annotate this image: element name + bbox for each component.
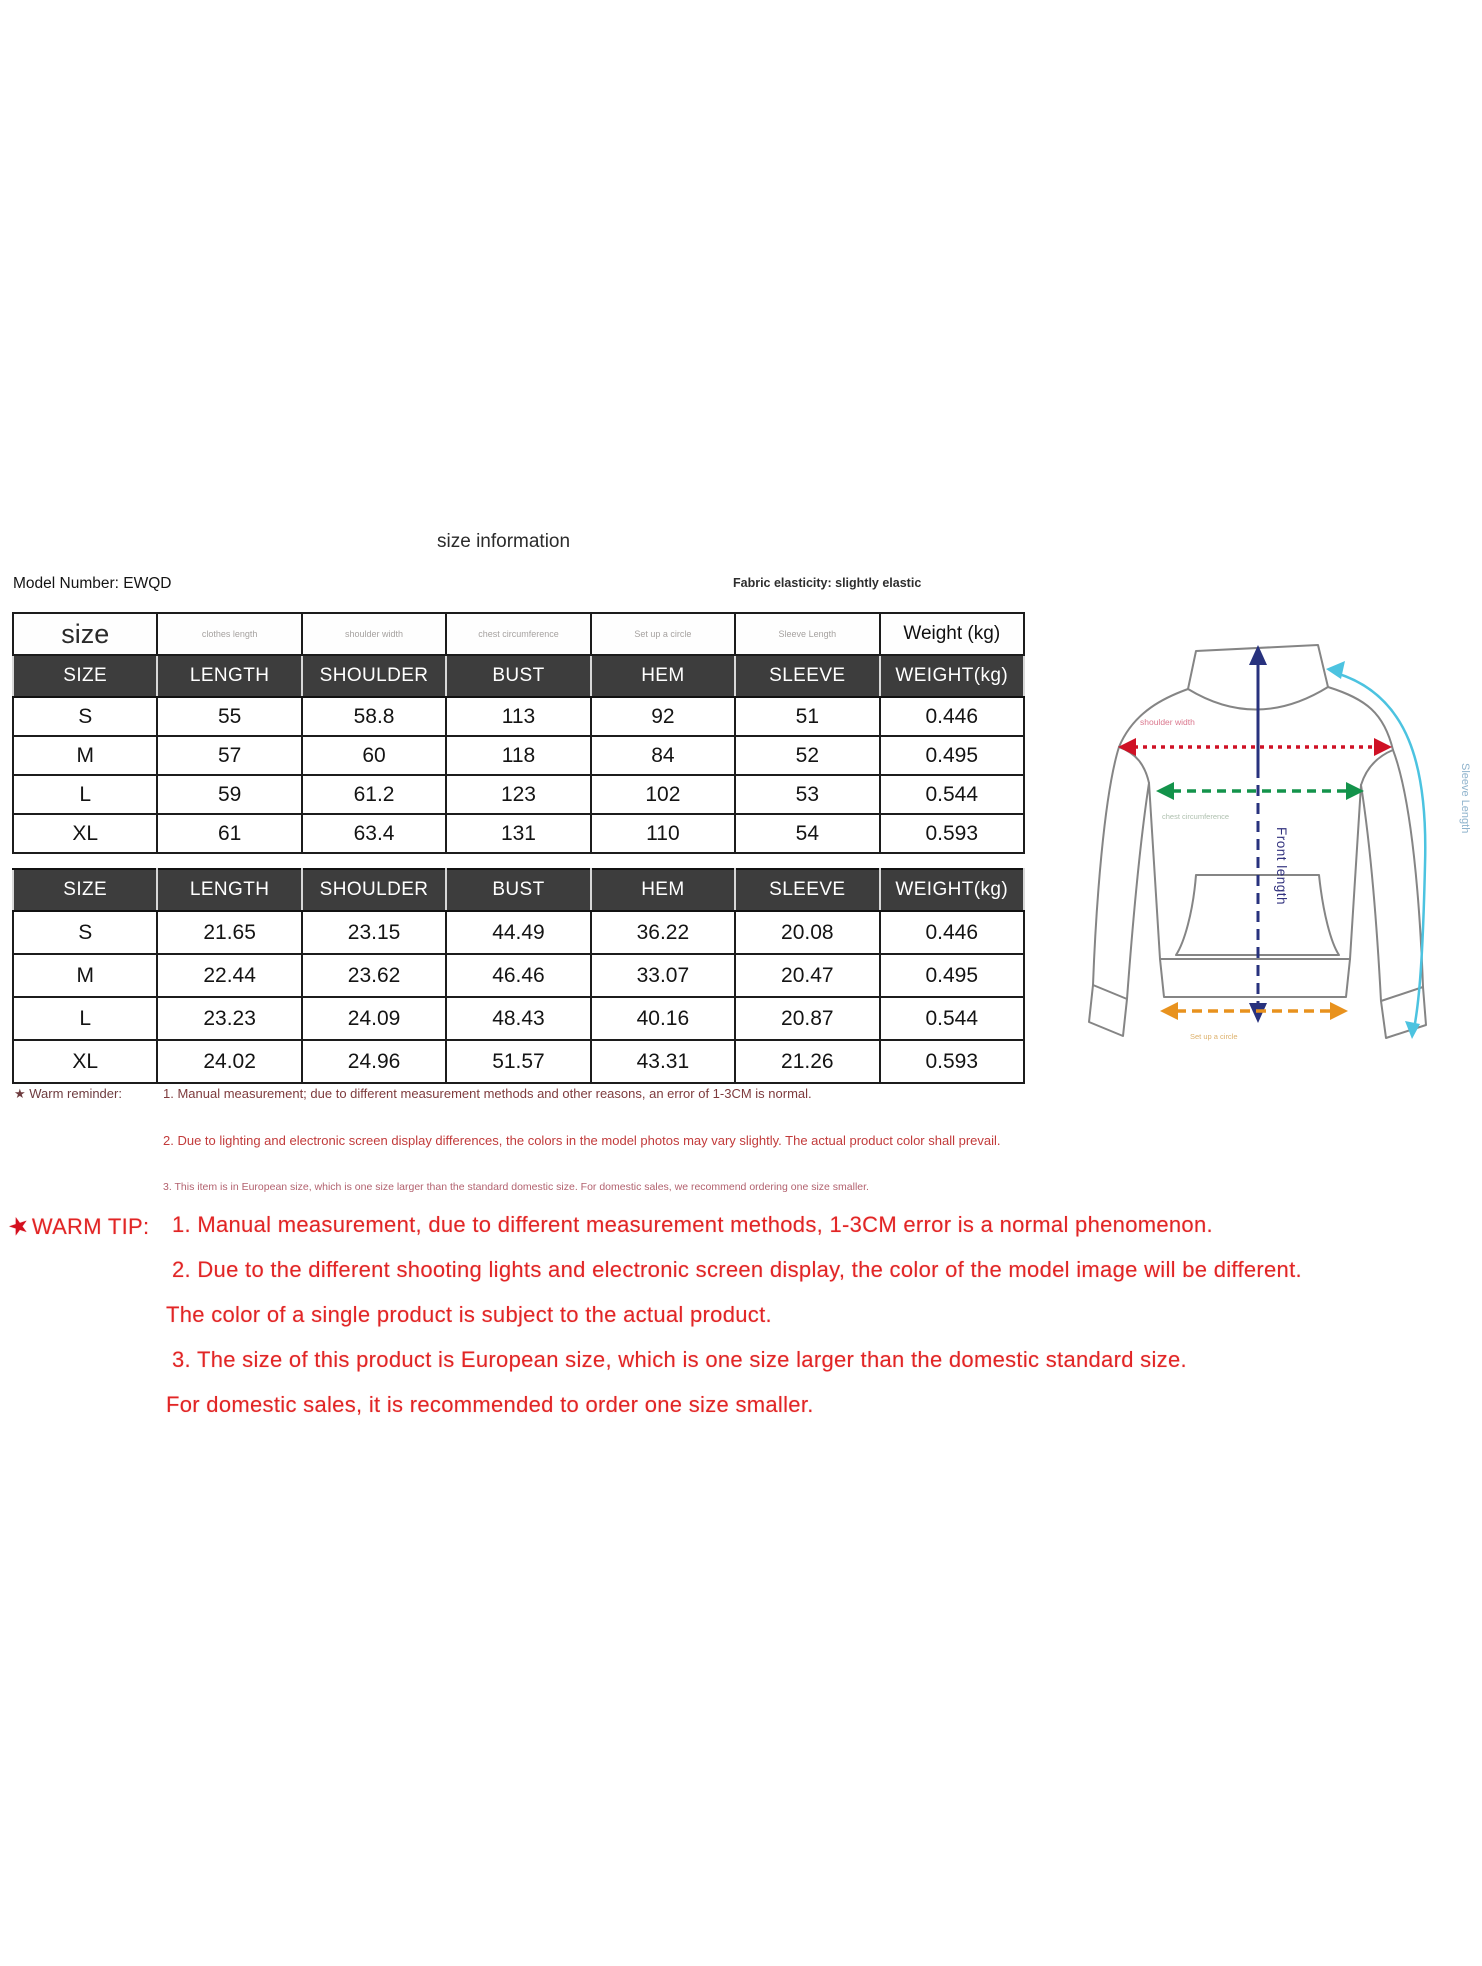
table-cell: 54 xyxy=(735,814,879,853)
table-cell: 58.8 xyxy=(302,697,446,736)
column-header: HEM xyxy=(591,655,735,697)
table-cell: 48.43 xyxy=(446,997,590,1040)
table-cell: 0.593 xyxy=(880,814,1024,853)
column-header: SHOULDER xyxy=(302,655,446,697)
column-header: SIZE xyxy=(13,655,157,697)
column-header: SLEEVE xyxy=(735,655,879,697)
table-cell: XL xyxy=(13,1040,157,1083)
table-cell: 59 xyxy=(157,775,301,814)
table-cell: 63.4 xyxy=(302,814,446,853)
table-cell: 20.47 xyxy=(735,954,879,997)
table-cell: XL xyxy=(13,814,157,853)
table-cell: 102 xyxy=(591,775,735,814)
table-cell: 123 xyxy=(446,775,590,814)
table-row xyxy=(13,911,1024,954)
warm-reminder-note: 2. Due to lighting and electronic screen display differences, the colors in the model photos may vary slightly. The actual product color shall prevail. xyxy=(163,1133,1001,1148)
table-cell: 0.495 xyxy=(880,954,1024,997)
model-number: Model Number: EWQD xyxy=(13,575,172,592)
chest-label: chest circumference xyxy=(446,613,590,655)
table-cell: 24.02 xyxy=(157,1040,301,1083)
table-cell: 51.57 xyxy=(446,1040,590,1083)
size-table-inch xyxy=(12,868,1025,1084)
sleeve-length-label: Sleeve Length xyxy=(735,613,879,655)
header-row xyxy=(13,869,1024,911)
header-row xyxy=(13,655,1024,697)
table-row xyxy=(13,697,1024,736)
hoodie-measurement-diagram xyxy=(1074,615,1474,1055)
table-cell: 0.544 xyxy=(880,997,1024,1040)
page-title: size information xyxy=(437,531,571,552)
table-cell: L xyxy=(13,775,157,814)
table-cell: 46.46 xyxy=(446,954,590,997)
column-header: HEM xyxy=(591,869,735,911)
chest-diagram-label: chest circumference xyxy=(1162,812,1230,821)
table-cell: L xyxy=(13,997,157,1040)
warm-tip-label xyxy=(4,1210,150,1243)
clothes-length-label: clothes length xyxy=(157,613,301,655)
table-cell: 20.08 xyxy=(735,911,879,954)
size-label: size xyxy=(13,613,157,655)
table-cell: 55 xyxy=(157,697,301,736)
table-row xyxy=(13,997,1024,1040)
table-cell: 110 xyxy=(591,814,735,853)
table-cell: 61 xyxy=(157,814,301,853)
table-cell: M xyxy=(13,736,157,775)
column-header: SHOULDER xyxy=(302,869,446,911)
table-cell: 84 xyxy=(591,736,735,775)
table-cell: 0.544 xyxy=(880,775,1024,814)
table-cell: 57 xyxy=(157,736,301,775)
column-header: SIZE xyxy=(13,869,157,911)
sleeve-length-diagram-label: Sleeve Length xyxy=(1459,763,1471,834)
table-cell: 0.446 xyxy=(880,911,1024,954)
column-header: LENGTH xyxy=(157,869,301,911)
table-cell: 131 xyxy=(446,814,590,853)
warm-tip-line: The color of a single product is subject to the actual product. xyxy=(166,1302,772,1327)
table-cell: 0.446 xyxy=(880,697,1024,736)
warm-tip-label-text: WARM TIP: xyxy=(31,1214,150,1239)
table-cell: 44.49 xyxy=(446,911,590,954)
chest-width-arrow xyxy=(1156,782,1364,800)
table-cell: 23.15 xyxy=(302,911,446,954)
table-cell: 51 xyxy=(735,697,879,736)
table-cell: 52 xyxy=(735,736,879,775)
column-header: WEIGHT(kg) xyxy=(880,869,1024,911)
table-cell: 92 xyxy=(591,697,735,736)
table-cell: 20.87 xyxy=(735,997,879,1040)
hem-label: Set up a circle xyxy=(591,613,735,655)
warm-tip-line: 2. Due to the different shooting lights and electronic screen display, the color of the model image will be different. xyxy=(172,1257,1302,1282)
sleeve-length-arrow xyxy=(1326,661,1425,1039)
table-cell: 60 xyxy=(302,736,446,775)
size-table-cm xyxy=(12,612,1025,854)
table-cell: 40.16 xyxy=(591,997,735,1040)
table-cell: M xyxy=(13,954,157,997)
table-row xyxy=(13,814,1024,853)
warm-tip-line: 3. The size of this product is European size, which is one size larger than the domestic standard size. xyxy=(172,1347,1187,1372)
table-cell: 24.09 xyxy=(302,997,446,1040)
table-cell: 53 xyxy=(735,775,879,814)
table-cell: 113 xyxy=(446,697,590,736)
shoulder-width-arrow xyxy=(1118,738,1392,756)
column-header: LENGTH xyxy=(157,655,301,697)
front-length-diagram-label: Front length xyxy=(1274,827,1289,906)
column-header: BUST xyxy=(446,655,590,697)
table-cell: 118 xyxy=(446,736,590,775)
table-cell: 24.96 xyxy=(302,1040,446,1083)
table-cell: 43.31 xyxy=(591,1040,735,1083)
column-header: SLEEVE xyxy=(735,869,879,911)
table-row xyxy=(13,1040,1024,1083)
label-row xyxy=(13,613,1024,655)
table-cell: 23.23 xyxy=(157,997,301,1040)
shoulder-width-label: shoulder width xyxy=(302,613,446,655)
table-cell: 23.62 xyxy=(302,954,446,997)
table-row xyxy=(13,954,1024,997)
front-length-arrow xyxy=(1249,645,1267,1023)
table-row xyxy=(13,736,1024,775)
table-cell: 21.26 xyxy=(735,1040,879,1083)
table-cell: 61.2 xyxy=(302,775,446,814)
table-row xyxy=(13,775,1024,814)
column-header: WEIGHT(kg) xyxy=(880,655,1024,697)
table-cell: 33.07 xyxy=(591,954,735,997)
table-cell: 0.593 xyxy=(880,1040,1024,1083)
warm-tip-line: 1. Manual measurement, due to different measurement methods, 1-3CM error is a normal phenomenon. xyxy=(172,1212,1213,1237)
table-cell: S xyxy=(13,911,157,954)
table-cell: 22.44 xyxy=(157,954,301,997)
weight-label: Weight (kg) xyxy=(880,613,1024,655)
table-cell: 36.22 xyxy=(591,911,735,954)
warm-reminder-note: 3. This item is in European size, which is one size larger than the standard domestic size. For domestic sales, we recommend ordering one size smaller. xyxy=(163,1181,869,1193)
warm-reminder-label: ★ Warm reminder: xyxy=(14,1086,122,1101)
table-cell: 0.495 xyxy=(880,736,1024,775)
star-icon: ★ xyxy=(4,1210,34,1243)
column-header: BUST xyxy=(446,869,590,911)
fabric-elasticity: Fabric elasticity: slightly elastic xyxy=(733,576,922,590)
table-cell: 21.65 xyxy=(157,911,301,954)
warm-reminder-note: 1. Manual measurement; due to different measurement methods and other reasons, an error of 1-3CM is normal. xyxy=(163,1086,812,1101)
warm-tip-line: For domestic sales, it is recommended to order one size smaller. xyxy=(166,1392,814,1417)
table-cell: S xyxy=(13,697,157,736)
shoulder-width-diagram-label: shoulder width xyxy=(1140,717,1195,727)
hem-diagram-label: Set up a circle xyxy=(1190,1032,1238,1041)
